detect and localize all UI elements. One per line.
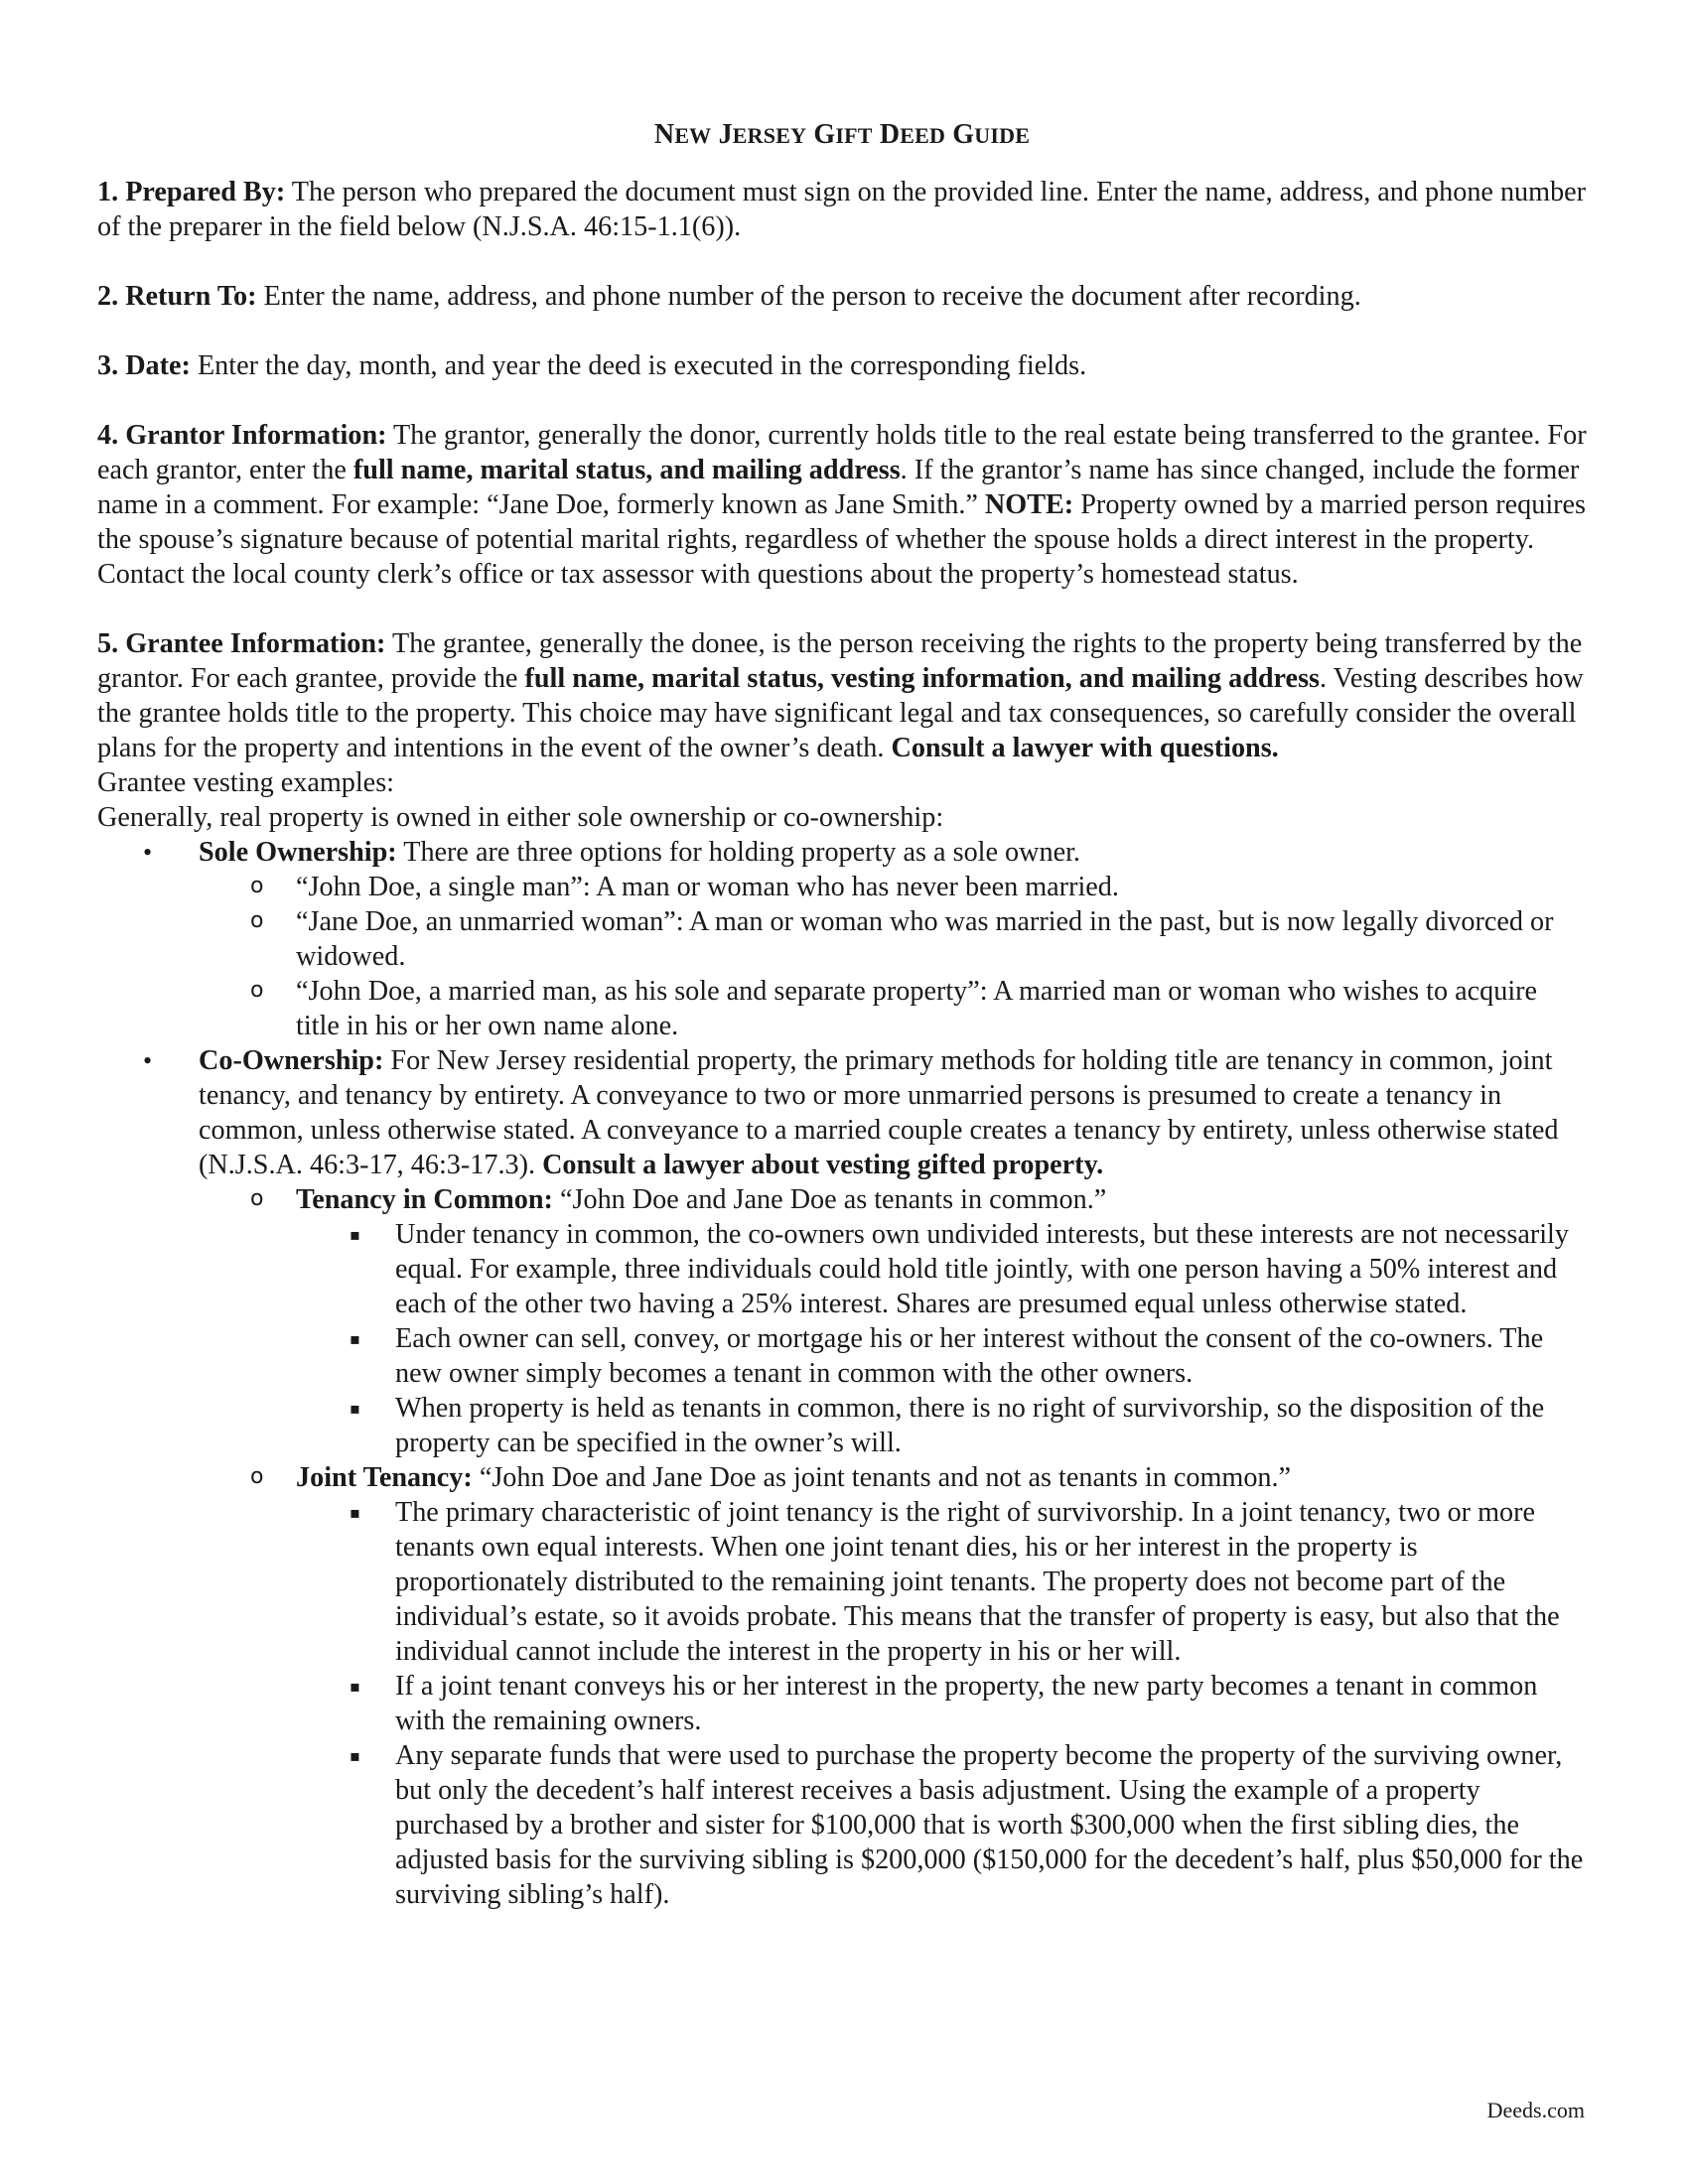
ownership-list (97, 835, 1587, 1912)
list-item: o “John Doe, a single man”: A man or woman who has never been married. (296, 870, 1587, 904)
list-item: ▪ Each owner can sell, convey, or mortgage his or her interest without the consent of the co-owners. The new owner simply becomes a tenant in common with the other owners. (350, 1323, 1544, 1389)
square-bullet-icon: ▪ (350, 1225, 360, 1244)
section-grantee-information: 5. Grantee Information: The grantee, generally the donee, is the person receiving the rights to the property being transferred by the grantor. For each grantee, provide the full name, marital status, vesting information, and mailing address. Vesting describes how the grantee holds title to the property. This choice may have significant legal and tax consequences, so carefully consider the overall plans for the property and intentions in the event of the owner’s death. Consult a lawyer with questions. (97, 628, 1584, 763)
section-heading: 5. Grantee Information: (97, 628, 386, 659)
list-item: ▪ The primary characteristic of joint tenancy is the right of survivorship. In a joint tenancy, two or more tenants own equal interests. When one joint tenant dies, his or her interest in the property is proportionately distributed to the remaining joint tenants. The property does not become part of the individual’s estate, so it avoids probate. This means that the transfer of property is easy, but also that the individual cannot include the interest in the property in his or her will. (350, 1497, 1560, 1667)
square-bullet-icon: ▪ (350, 1399, 360, 1418)
square-bullet-icon: ▪ (350, 1503, 360, 1522)
list-item-co-ownership: • Co-Ownership: For New Jersey residential property, the primary methods for holding title are tenancy in common, joint tenancy, and tenancy by entirety. A conveyance to two or more unmarried persons is presumed to create a tenancy in common, unless otherwise stated. A conveyance to a married couple creates a tenancy by entirety, unless otherwise stated (N.J.S.A. 46:3-17, 46:3-17.3). Consult a lawyer about vesting gifted property. o Tenancy in Common: “John Doe and Jane Doe as tenants in common.” ▪ Under tenancy in common, the co-owners own undivided interests, but these interests are not necessarily equal. For example, three individuals could hold title jointly, with one person having a 50% interest and each of the other two having a 25% interest. Shares are presumed equal unless otherwise stated. ▪ Each owner can sell, convey, or mortgage his or her interest without the consent of the co-owners. The new owner simply becomes a tenant in common with the other owners. ▪ When property is held as tenants in common, there is no right of survivorship, so the disposition of the property can be specified in the owner’s will. o Joint Tenancy: “John Doe and Jane Doe as joint tenants and not as tenants in common.” ▪ The primary characteristic of joint tenancy is the right of survivorship. In a joint tenancy, two or more tenants own equal interests. When one joint tenant dies, his or her interest in the property is proportionately distributed to the remaining joint tenants. The property does not become part of the individual’s estate, so it avoids probate. This means that the transfer of property is easy, but also that the individual cannot include the interest in the property in his or her will. ▪ If a joint tenant conveys his or her interest in the property, the new party becomes a tenant in common with the remaining owners. ▪ Any separate funds that were used to purchase the property become the property of the surviving owner, but only the decedent’s half interest receives a basis adjustment. Using the example of a property purchased by a brother and sister for $100,000 that is worth $300,000 when the first sibling dies, the adjusted basis for the surviving sibling is $200,000 ($150,000 for the decedent’s half, plus $50,000 for the surviving sibling’s half). (199, 1043, 1587, 1912)
section-date: 3. Date: Enter the day, month, and year the deed is executed in the corresponding fields. (97, 350, 1087, 381)
list-item: ▪ If a joint tenant conveys his or her interest in the property, the new party becomes a tenant in common with the remaining owners. (350, 1671, 1538, 1736)
circle-bullet-icon: o (250, 874, 264, 898)
circle-bullet-icon: o (250, 1464, 264, 1489)
list-item: ▪ When property is held as tenants in common, there is no right of survivorship, so the disposition of the property can be specified in the owner’s will. (350, 1393, 1545, 1458)
bullet-icon: • (143, 1046, 153, 1075)
section-grantor-information: 4. Grantor Information: The grantor, generally the donor, currently holds title to the real estate being transferred to the grantee. For each grantor, enter the full name, marital status, and mailing address. If the grantor’s name has since changed, include the former name in a comment. For example: “Jane Doe, formerly known as Jane Smith.” NOTE: Property owned by a married person requires the spouse’s signature because of potential marital rights, regardless of whether the spouse holds a direct interest in the property. Contact the local county clerk’s office or tax assessor with questions about the property’s homestead status. (97, 420, 1587, 590)
sole-ownership-options (199, 870, 1587, 1043)
circle-bullet-icon: o (250, 1186, 264, 1211)
circle-bullet-icon: o (250, 978, 264, 1003)
section-heading: 1. Prepared By: (97, 177, 286, 207)
list-item: o “John Doe, a married man, as his sole and separate property”: A married man or woman who wishes to acquire title in his or her own name alone. (296, 974, 1587, 1043)
document-page (97, 117, 1587, 1912)
ownership-intro: Generally, real property is owned in either sole ownership or co-ownership: (97, 802, 944, 833)
section-return-to: 2. Return To: Enter the name, address, and phone number of the person to receive the document after recording. (97, 281, 1361, 312)
bullet-icon: • (143, 838, 153, 867)
list-item: ▪ Any separate funds that were used to purchase the property become the property of the surviving owner, but only the decedent’s half interest receives a basis adjustment. Using the example of a property purchased by a brother and sister for $100,000 that is worth $300,000 when the first sibling dies, the adjusted basis for the surviving sibling is $200,000 ($150,000 for the decedent’s half, plus $50,000 for the surviving sibling’s half). (350, 1740, 1584, 1910)
joint-tenancy-details (296, 1495, 1587, 1912)
section-heading: 2. Return To: (97, 281, 257, 312)
co-ownership-options (199, 1182, 1587, 1912)
list-item: ▪ Under tenancy in common, the co-owners own undivided interests, but these interests are not necessarily equal. For example, three individuals could hold title jointly, with one person having a 50% interest and each of the other two having a 25% interest. Shares are presumed equal unless otherwise stated. (350, 1219, 1569, 1319)
tenancy-in-common-details (296, 1217, 1587, 1460)
footer-brand: Deeds.com (1486, 2098, 1585, 2122)
list-item: o “Jane Doe, an unmarried woman”: A man or woman who was married in the past, but is now legally divorced or widowed. (296, 904, 1587, 974)
document-title: NEW JERSEY GIFT DEED GUIDE (653, 119, 1031, 150)
list-item-joint-tenancy: o Joint Tenancy: “John Doe and Jane Doe as joint tenants and not as tenants in common.” ▪ The primary characteristic of joint tenancy is the right of survivorship. In a joint tenancy, two or more tenants own equal interests. When one joint tenant dies, his or her interest in the property is proportionately distributed to the remaining joint tenants. The property does not become part of the individual’s estate, so it avoids probate. This means that the transfer of property is easy, but also that the individual cannot include the interest in the property in his or her will. ▪ If a joint tenant conveys his or her interest in the property, the new party becomes a tenant in common with the remaining owners. ▪ Any separate funds that were used to purchase the property become the property of the surviving owner, but only the decedent’s half interest receives a basis adjustment. Using the example of a property purchased by a brother and sister for $100,000 that is worth $300,000 when the first sibling dies, the adjusted basis for the surviving sibling is $200,000 ($150,000 for the decedent’s half, plus $50,000 for the surviving sibling’s half). (296, 1460, 1587, 1912)
square-bullet-icon: ▪ (350, 1329, 360, 1348)
square-bullet-icon: ▪ (350, 1746, 360, 1765)
circle-bullet-icon: o (250, 908, 264, 933)
list-item-tenancy-in-common: o Tenancy in Common: “John Doe and Jane Doe as tenants in common.” ▪ Under tenancy in common, the co-owners own undivided interests, but these interests are not necessarily equal. For example, three individuals could hold title jointly, with one person having a 50% interest and each of the other two having a 25% interest. Shares are presumed equal unless otherwise stated. ▪ Each owner can sell, convey, or mortgage his or her interest without the consent of the co-owners. The new owner simply becomes a tenant in common with the other owners. ▪ When property is held as tenants in common, there is no right of survivorship, so the disposition of the property can be specified in the owner’s will. (296, 1182, 1587, 1460)
square-bullet-icon: ▪ (350, 1677, 360, 1696)
vesting-examples-label: Grantee vesting examples: (97, 767, 394, 798)
list-item-sole-ownership: • Sole Ownership: There are three options for holding property as a sole owner. o “John Doe, a single man”: A man or woman who has never been married. o “Jane Doe, an unmarried woman”: A man or woman who was married in the past, but is now legally divorced or widowed. o “John Doe, a married man, as his sole and separate property”: A married man or woman who wishes to acquire title in his or her own name alone. (199, 835, 1587, 1043)
section-heading: 3. Date: (97, 350, 191, 381)
section-heading: 4. Grantor Information: (97, 420, 387, 451)
section-prepared-by: 1. Prepared By: The person who prepared the document must sign on the provided line. Enter the name, address, and phone number of the preparer in the field below (N.J.S.A. 46:15-1.1(6)). (97, 177, 1587, 242)
